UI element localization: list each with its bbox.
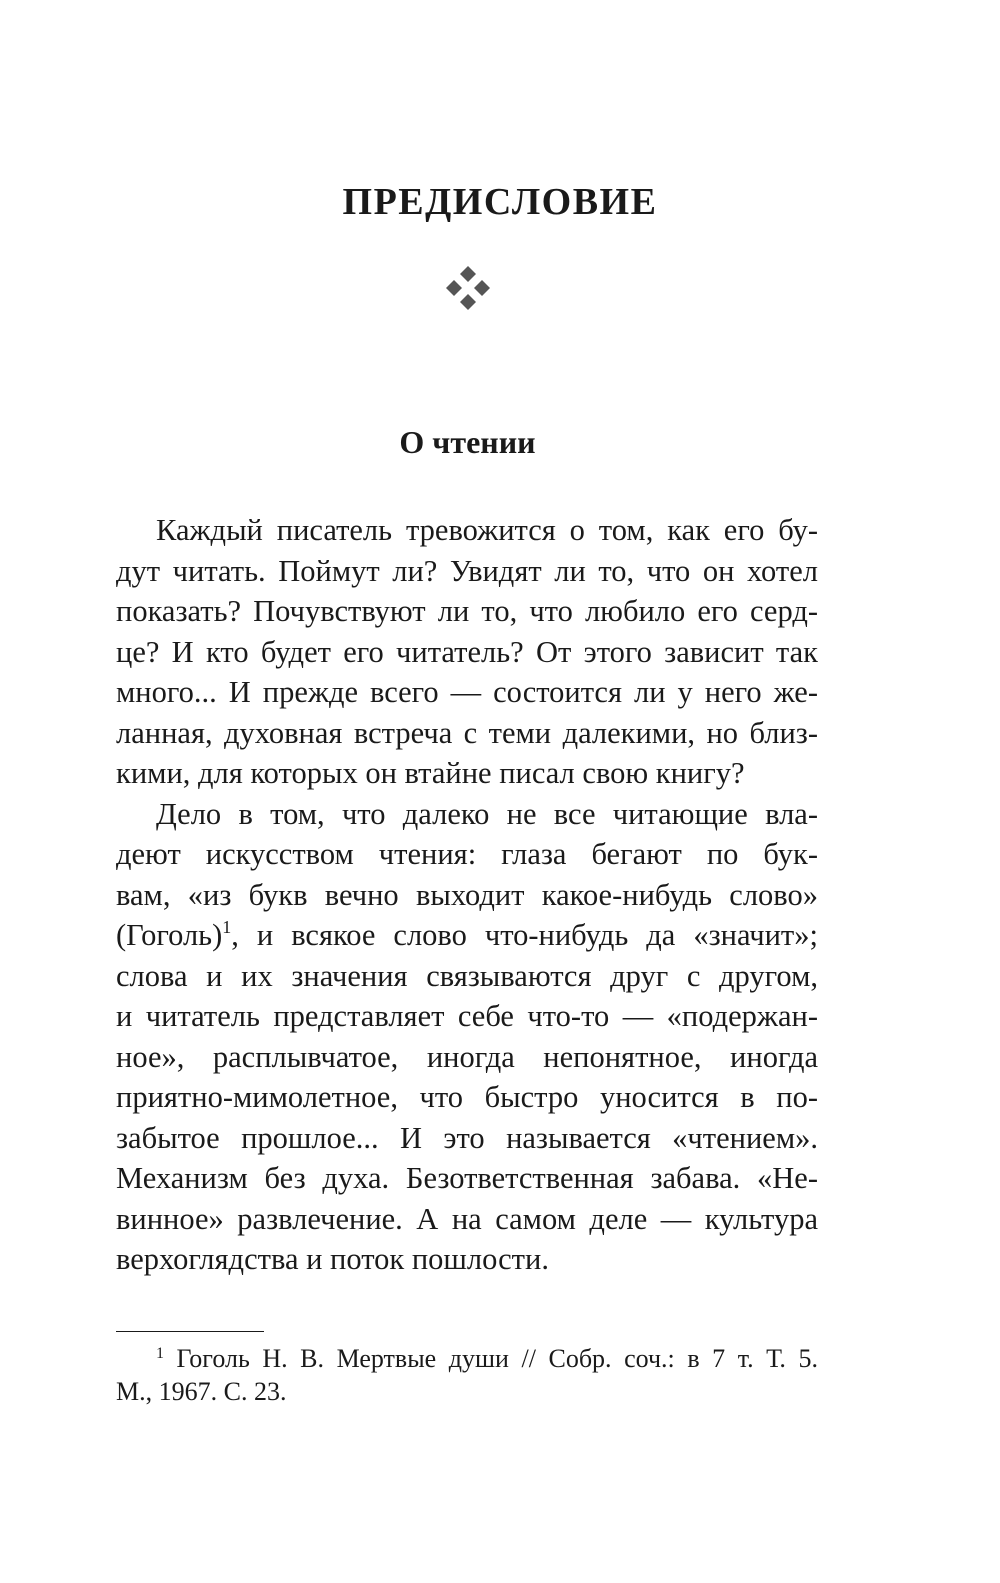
ornament-diamond-left <box>446 280 462 296</box>
text-line: Каждый писатель тревожится о том, как его бу- <box>156 513 818 547</box>
text-line: верхоглядства и поток пошлости. <box>116 1242 549 1276</box>
text-fragment: , и всякое слово что-нибудь да «значит»; <box>231 918 818 952</box>
text-line: Дело в том, что далеко не все читающие вла- <box>156 796 818 831</box>
text-line: показать? Почувствуют ли то, что любило его серд- <box>116 594 818 628</box>
text-line: деют искусством чтения: глаза бегают по бук- <box>116 837 818 871</box>
text-line: винное» развлечение. А на самом деле — культура <box>116 1201 818 1236</box>
body-text <box>116 510 818 1280</box>
text-line: це? И кто будет его читатель? От этого зависит так <box>116 634 818 669</box>
page-title: ПРЕДИСЛОВИЕ <box>342 181 658 223</box>
footnote-text: Гоголь Н. В. Мертвые души // Собр. соч.: в 7 т. Т. 5. <box>164 1344 818 1373</box>
ornament-diamond-right <box>474 280 490 296</box>
paragraph-2 <box>116 794 818 1280</box>
ornament-diamond-top <box>460 266 476 282</box>
section-heading: О чтении <box>399 424 536 460</box>
text-line: кими, для которых он втайне писал свою книгу? <box>116 756 745 790</box>
footnote-line <box>116 1342 818 1375</box>
text-line: дут читать. Поймут ли? Увидят ли то, что он хотел <box>116 553 818 588</box>
text-line: и читатель представляет себе что-то — «подержан- <box>116 999 818 1033</box>
text-line: слова и их значения связываются друг с другом, <box>116 958 818 993</box>
text-line: ланная, духовная встреча с теми далекими, но близ- <box>116 715 818 750</box>
paragraph-1 <box>116 510 818 794</box>
text-line: вам, «из букв вечно выходит какое-нибудь слово» <box>116 877 818 912</box>
text-line: ное», расплывчатое, иногда непонятное, иногда <box>116 1039 818 1074</box>
text-line: приятно-мимолетное, что быстро уносится в по- <box>116 1080 818 1114</box>
text-line: Механизм без духа. Безответственная забава. «Не- <box>116 1161 818 1195</box>
diamond-cluster-ornament-icon <box>446 266 490 310</box>
footnote-line: М., 1967. С. 23. <box>116 1377 287 1406</box>
footnote-reference[interactable]: 1 <box>222 917 232 937</box>
text-line: много... И прежде всего — состоится ли у него же- <box>116 675 818 709</box>
text-fragment: (Гоголь) <box>116 918 223 952</box>
footnote <box>116 1342 818 1408</box>
footnote-number: 1 <box>156 1345 164 1362</box>
ornament-diamond-bottom <box>460 294 476 310</box>
footnote-separator <box>116 1331 264 1332</box>
text-line-with-footnote-ref <box>116 915 818 956</box>
text-line: забытое прошлое... И это называется «чтением». <box>116 1120 818 1155</box>
